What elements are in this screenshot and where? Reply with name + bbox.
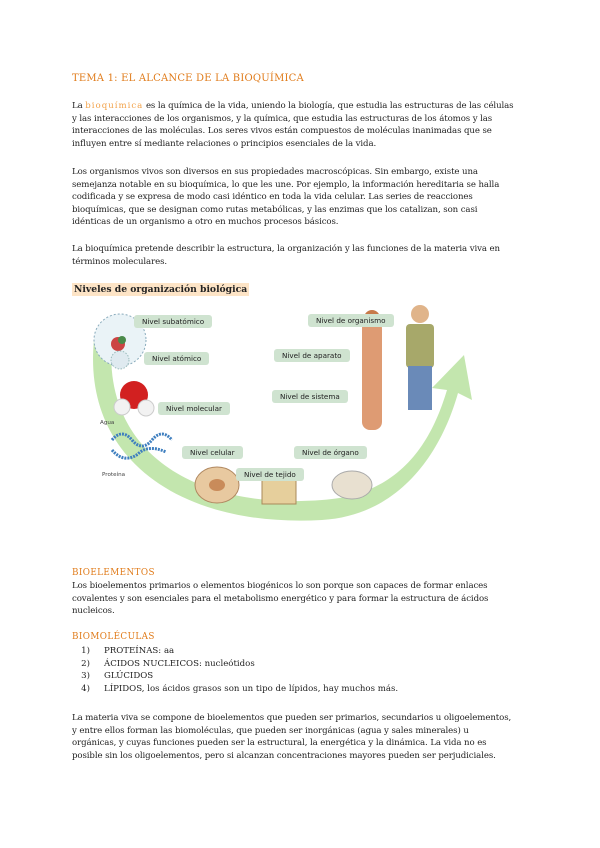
level-organism-label: Nivel de organismo (308, 314, 394, 327)
intro-paragraph (72, 100, 530, 150)
intro-line-1: La bioquímica es la química de la vida, uniendo la biología, que estudia las estructuras de las células (72, 101, 514, 111)
paragraph-line: Los organismos vivos son diversos en sus propiedades macroscópicas. Sin embargo, existe una (72, 167, 478, 177)
level-subatomic-label: Nivel subatómico (134, 315, 212, 328)
paragraph-line: covalentes y son esenciales para el metabolismo energético y para formar la estructura de ácidos (72, 593, 489, 604)
level-apparatus-label: Nivel de aparato (274, 349, 350, 362)
paragraph-diversity (72, 166, 530, 229)
page-title: TEMA 1: EL ALCANCE DE LA BIOQUÍMICA (72, 73, 304, 84)
list-item: 2) ÁCIDOS NUCLEICOS: nucleótidos (81, 658, 255, 669)
person-head-icon (411, 305, 429, 323)
paragraph-line: Los bioelementos primarios o elementos biogénicos lo son porque son capaces de formar enlaces (72, 581, 488, 591)
level-organ-label: Nivel de órgano (294, 446, 367, 459)
paragraph-line: posible sin los oligoelementos, pero si alcanzan concentraciones mayores pueden ser perjudiciales. (72, 750, 496, 761)
paragraph-line: La materia viva se compone de bioelementos que pueden ser primarios, secundarios u oligoelementos, (72, 713, 512, 723)
paragraph-line: idénticas de un organismo a otro en muchos procesos básicos. (72, 217, 339, 228)
biomoleculas-list (72, 645, 492, 696)
levels-illustration (72, 300, 512, 540)
skeleton-icon (362, 320, 382, 430)
level-molecular-label: Nivel molecular (158, 402, 230, 415)
skull-icon (332, 471, 372, 499)
paragraph-line: codificada y se expresa de modo casi idéntico en toda la vida celular. Las series de reacciones (72, 192, 473, 203)
level-cellular-label: Nivel celular (182, 446, 243, 459)
person-shirt-icon (406, 324, 434, 368)
level-tissue-label: Nivel de tejido (236, 468, 304, 481)
intro-line-4: influyen entre sí mediante relaciones o principios esenciales de la vida. (72, 138, 377, 149)
organization-levels-figure (72, 300, 512, 540)
intro-line-2: y las interacciones de los organismos, y la química, que estudia las estructuras de los átomos y las (72, 113, 493, 124)
paragraph-line: La bioquímica pretende describir la estructura, la organización y las funciones de la materia viva en (72, 244, 500, 254)
paragraph-line: bioquímicas, que se designan como rutas metabólicas, y las enzimas que los catalizan, son casi (72, 204, 478, 215)
section-subheading: Niveles de organización biológica (74, 284, 248, 295)
paragraph-line: nucleicos. (72, 606, 115, 617)
list-item: 1) PROTEÍNAS: aa (81, 646, 175, 656)
final-paragraph (72, 712, 530, 762)
bioelementos-heading: BIOELEMENTOS (72, 568, 155, 578)
list-item: 3) GLÚCIDOS (81, 671, 154, 682)
biomoleculas-heading: BIOMOLÉCULAS (72, 632, 155, 642)
water-caption: Agua (100, 420, 115, 426)
list-item: 4) LÍPIDOS, los ácidos grasos son un tipo de lípidos, hay muchos más. (81, 684, 399, 695)
paragraph-line: términos moleculares. (72, 256, 168, 267)
highlight-term: bioquímica (85, 101, 144, 111)
paragraph-line: semejanza notable en su bioquímica, lo que les une. Por ejemplo, la información hereditaria se halla (72, 179, 500, 190)
paragraph-line: orgánicas, y cuyas funciones pueden ser la estructural, la energética y la dinámica. La vida no es (72, 738, 487, 749)
bioelementos-paragraph (72, 580, 530, 618)
person-jeans-icon (408, 366, 432, 410)
level-atomic-label: Nivel atómico (144, 352, 209, 365)
protein-caption: Proteína (102, 472, 126, 478)
paragraph-purpose (72, 243, 530, 268)
atomic-circle (111, 351, 129, 369)
intro-line-3: interacciones de las moléculas. Los seres vivos están compuestos de moléculas inanimadas que se (72, 126, 492, 137)
paragraph-line: y entre ellos forman las biomoléculas, que pueden ser inorgánicas (agua y sales minerales) u (72, 725, 469, 736)
level-system-label: Nivel de sistema (272, 390, 348, 403)
